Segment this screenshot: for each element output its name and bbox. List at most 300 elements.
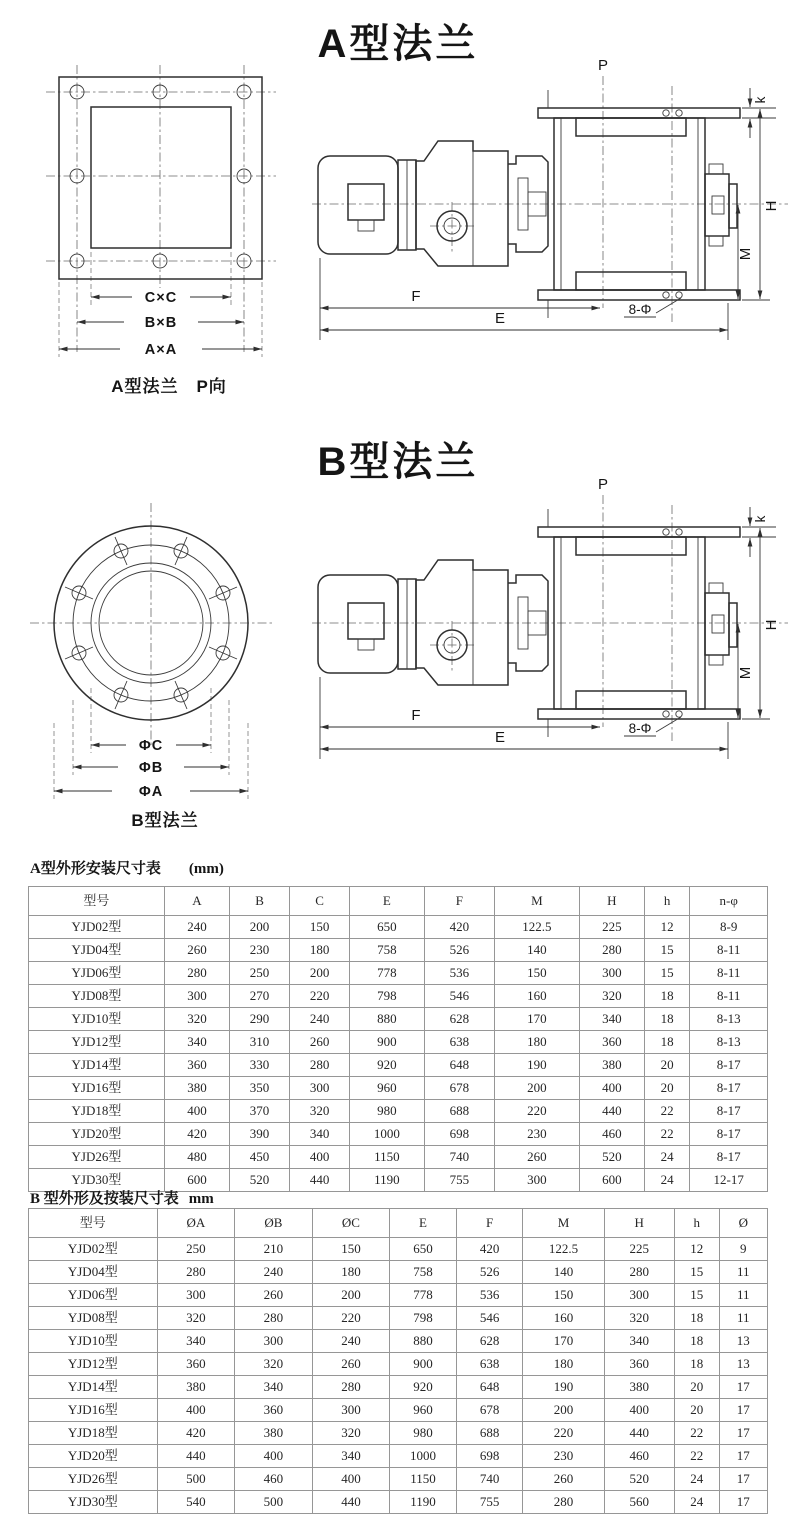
- table-cell: 220: [523, 1422, 604, 1445]
- table-cell: YJD18型: [29, 1100, 165, 1123]
- table-cell: YJD16型: [29, 1077, 165, 1100]
- table-cell: 17: [719, 1422, 767, 1445]
- table-cell: 980: [390, 1422, 457, 1445]
- column-header: M: [523, 1209, 604, 1238]
- table-cell: 300: [579, 962, 644, 985]
- table-cell: 320: [157, 1307, 235, 1330]
- table-cell: 230: [494, 1123, 579, 1146]
- table-cell: YJD18型: [29, 1422, 158, 1445]
- dim-label-h: H: [763, 619, 780, 631]
- motor: [318, 575, 416, 673]
- b-side-view-drawing: [310, 475, 794, 775]
- table-cell: 798: [390, 1307, 457, 1330]
- table-cell: 480: [164, 1146, 229, 1169]
- table-cell: 320: [164, 1008, 229, 1031]
- table-cell: 17: [719, 1376, 767, 1399]
- column-header: Ø: [719, 1209, 767, 1238]
- table-cell: 22: [674, 1422, 719, 1445]
- table-cell: 20: [674, 1376, 719, 1399]
- dim-label-phic: ΦC: [138, 738, 164, 754]
- table-cell: 20: [644, 1054, 689, 1077]
- table-cell: 200: [290, 962, 350, 985]
- table-cell: YJD12型: [29, 1353, 158, 1376]
- dim-label-axa: A×A: [144, 342, 178, 358]
- table-cell: 600: [164, 1169, 229, 1192]
- table-cell: 880: [390, 1330, 457, 1353]
- side-dimensions: [320, 57, 780, 340]
- table-cell: 250: [157, 1238, 235, 1261]
- table-cell: 200: [312, 1284, 390, 1307]
- table-row: [29, 1284, 768, 1307]
- table-row: [29, 1238, 768, 1261]
- dim-label-k: k: [753, 515, 768, 523]
- table-cell: YJD10型: [29, 1008, 165, 1031]
- table-cell: 8-13: [690, 1031, 768, 1054]
- table-a-unit: (mm): [188, 861, 224, 877]
- table-cell: 520: [579, 1146, 644, 1169]
- table-cell: 18: [674, 1307, 719, 1330]
- table-cell: 17: [719, 1445, 767, 1468]
- table-cell: 536: [456, 1284, 523, 1307]
- table-cell: 24: [674, 1468, 719, 1491]
- table-cell: 280: [523, 1491, 604, 1514]
- table-cell: 500: [235, 1491, 313, 1514]
- header-row: [29, 1209, 768, 1238]
- table-cell: 380: [604, 1376, 674, 1399]
- table-row: [29, 1307, 768, 1330]
- table-cell: 200: [494, 1077, 579, 1100]
- table-cell: 220: [494, 1100, 579, 1123]
- table-b-title-text: B 型外形及按装尺寸表: [30, 1191, 179, 1207]
- table-cell: YJD30型: [29, 1169, 165, 1192]
- table-cell: 230: [523, 1445, 604, 1468]
- table-cell: 1190: [390, 1491, 457, 1514]
- table-cell: 650: [390, 1238, 457, 1261]
- a-side-view-drawing: [310, 56, 794, 356]
- table-cell: 526: [456, 1261, 523, 1284]
- table-cell: 18: [644, 985, 689, 1008]
- table-cell: 300: [157, 1284, 235, 1307]
- table-row: [29, 916, 768, 939]
- table-cell: 400: [164, 1100, 229, 1123]
- table-cell: YJD14型: [29, 1376, 158, 1399]
- table-cell: 1000: [390, 1445, 457, 1468]
- table-cell: 638: [424, 1031, 494, 1054]
- table-cell: 340: [157, 1330, 235, 1353]
- gearbox: [416, 141, 508, 266]
- a-flange-front-drawing: [28, 60, 310, 360]
- table-cell: 740: [424, 1146, 494, 1169]
- dim-label-e: E: [494, 310, 506, 327]
- table-cell: 628: [456, 1330, 523, 1353]
- table-cell: 8-11: [690, 939, 768, 962]
- table-cell: 18: [644, 1008, 689, 1031]
- table-cell: 150: [312, 1238, 390, 1261]
- table-cell: 698: [456, 1445, 523, 1468]
- table-cell: 440: [579, 1100, 644, 1123]
- table-cell: 22: [674, 1445, 719, 1468]
- table-cell: 778: [390, 1284, 457, 1307]
- table-cell: 340: [290, 1123, 350, 1146]
- table-cell: 546: [456, 1307, 523, 1330]
- table-cell: YJD06型: [29, 1284, 158, 1307]
- table-cell: 520: [230, 1169, 290, 1192]
- table-cell: 400: [579, 1077, 644, 1100]
- dim-label-p: P: [597, 476, 609, 493]
- table-cell: 360: [157, 1353, 235, 1376]
- table-cell: 225: [579, 916, 644, 939]
- section-a-title: A型法兰: [317, 22, 479, 66]
- table-cell: 220: [290, 985, 350, 1008]
- b-dimension-table: [28, 1208, 768, 1514]
- table-cell: 20: [674, 1399, 719, 1422]
- table-cell: 17: [719, 1491, 767, 1514]
- table-cell: 200: [523, 1399, 604, 1422]
- table-row: [29, 1399, 768, 1422]
- table-cell: 698: [424, 1123, 494, 1146]
- table-cell: 526: [424, 939, 494, 962]
- table-cell: 17: [719, 1399, 767, 1422]
- table-cell: 200: [230, 916, 290, 939]
- table-cell: 920: [350, 1054, 425, 1077]
- table-cell: 320: [235, 1353, 313, 1376]
- table-cell: 170: [523, 1330, 604, 1353]
- table-cell: 11: [719, 1261, 767, 1284]
- column-header: F: [424, 887, 494, 916]
- table-cell: 240: [312, 1330, 390, 1353]
- table-cell: 11: [719, 1307, 767, 1330]
- table-cell: 370: [230, 1100, 290, 1123]
- table-cell: 225: [604, 1238, 674, 1261]
- table-cell: 8-11: [690, 985, 768, 1008]
- table-cell: 300: [604, 1284, 674, 1307]
- gearbox: [416, 560, 508, 685]
- table-cell: 140: [523, 1261, 604, 1284]
- table-cell: 400: [157, 1399, 235, 1422]
- dim-label-bolts: 8-Φ: [628, 302, 652, 317]
- table-cell: YJD12型: [29, 1031, 165, 1054]
- table-cell: 310: [230, 1031, 290, 1054]
- table-row: [29, 939, 768, 962]
- table-cell: 880: [350, 1008, 425, 1031]
- table-row: [29, 1008, 768, 1031]
- table-row: [29, 985, 768, 1008]
- table-cell: 650: [350, 916, 425, 939]
- b-flange-front-drawing: [20, 495, 310, 805]
- table-cell: 740: [456, 1468, 523, 1491]
- table-cell: 150: [523, 1284, 604, 1307]
- table-cell: 420: [424, 916, 494, 939]
- table-cell: 420: [456, 1238, 523, 1261]
- table-cell: YJD14型: [29, 1054, 165, 1077]
- table-cell: 210: [235, 1238, 313, 1261]
- table-cell: 280: [290, 1054, 350, 1077]
- table-cell: 340: [604, 1330, 674, 1353]
- table-cell: YJD08型: [29, 985, 165, 1008]
- section-b-title: B型法兰: [317, 440, 479, 484]
- flange-plate-outline: [59, 77, 262, 279]
- table-cell: 330: [230, 1054, 290, 1077]
- table-cell: 400: [604, 1399, 674, 1422]
- table-row: [29, 1031, 768, 1054]
- table-cell: 600: [579, 1169, 644, 1192]
- table-cell: 8-13: [690, 1008, 768, 1031]
- table-cell: 280: [579, 939, 644, 962]
- a-flange-caption: A型法兰 P向: [111, 377, 227, 396]
- table-cell: 250: [230, 962, 290, 985]
- table-cell: 678: [424, 1077, 494, 1100]
- column-header: h: [674, 1209, 719, 1238]
- table-cell: 170: [494, 1008, 579, 1031]
- table-cell: 140: [494, 939, 579, 962]
- table-cell: 1000: [350, 1123, 425, 1146]
- table-row: [29, 1491, 768, 1514]
- a-dimension-table: [28, 886, 768, 1192]
- table-cell: YJD10型: [29, 1330, 158, 1353]
- table-cell: 24: [644, 1146, 689, 1169]
- table-cell: 778: [350, 962, 425, 985]
- table-cell: 8-17: [690, 1100, 768, 1123]
- table-cell: 546: [424, 985, 494, 1008]
- table-cell: 300: [494, 1169, 579, 1192]
- table-cell: 440: [604, 1422, 674, 1445]
- table-cell: 20: [644, 1077, 689, 1100]
- table-cell: 15: [644, 962, 689, 985]
- table-cell: 300: [235, 1330, 313, 1353]
- table-cell: 15: [644, 939, 689, 962]
- table-cell: 230: [230, 939, 290, 962]
- table-cell: 648: [456, 1376, 523, 1399]
- table-cell: 755: [456, 1491, 523, 1514]
- table-cell: 22: [644, 1123, 689, 1146]
- table-cell: 270: [230, 985, 290, 1008]
- table-cell: 440: [312, 1491, 390, 1514]
- table-row: [29, 1261, 768, 1284]
- table-cell: 13: [719, 1353, 767, 1376]
- table-cell: 460: [604, 1445, 674, 1468]
- table-b-unit: mm: [188, 1191, 214, 1207]
- table-cell: 8-9: [690, 916, 768, 939]
- table-cell: 18: [674, 1330, 719, 1353]
- table-cell: YJD02型: [29, 916, 165, 939]
- table-cell: 920: [390, 1376, 457, 1399]
- table-cell: 560: [604, 1491, 674, 1514]
- table-cell: 688: [456, 1422, 523, 1445]
- table-cell: 8-17: [690, 1123, 768, 1146]
- table-cell: 18: [644, 1031, 689, 1054]
- table-cell: YJD26型: [29, 1468, 158, 1491]
- table-cell: 540: [157, 1491, 235, 1514]
- table-cell: 280: [157, 1261, 235, 1284]
- column-header: 型号: [29, 887, 165, 916]
- dim-label-e: E: [494, 729, 506, 746]
- table-cell: 420: [164, 1123, 229, 1146]
- table-cell: 360: [579, 1031, 644, 1054]
- table-row: [29, 1353, 768, 1376]
- table-cell: YJD06型: [29, 962, 165, 985]
- bolt-holes: [70, 85, 251, 268]
- dim-label-f: F: [411, 707, 421, 724]
- table-a-title-text: A型外形安装尺寸表: [30, 861, 161, 877]
- table-cell: YJD26型: [29, 1146, 165, 1169]
- table-cell: 320: [290, 1100, 350, 1123]
- table-cell: 688: [424, 1100, 494, 1123]
- dim-label-bolts: 8-Φ: [628, 721, 652, 736]
- table-cell: 440: [157, 1445, 235, 1468]
- table-cell: 15: [674, 1284, 719, 1307]
- dim-label-phia: ΦA: [138, 784, 164, 800]
- table-row: [29, 1123, 768, 1146]
- column-header: ØB: [235, 1209, 313, 1238]
- table-cell: YJD04型: [29, 1261, 158, 1284]
- column-header: C: [290, 887, 350, 916]
- table-cell: 460: [579, 1123, 644, 1146]
- table-cell: 400: [235, 1445, 313, 1468]
- table-cell: 11: [719, 1284, 767, 1307]
- column-header: ØC: [312, 1209, 390, 1238]
- table-cell: 290: [230, 1008, 290, 1031]
- column-header: ØA: [157, 1209, 235, 1238]
- table-b-title: [30, 1187, 214, 1208]
- table-cell: 220: [312, 1307, 390, 1330]
- table-cell: 340: [235, 1376, 313, 1399]
- table-cell: 190: [523, 1376, 604, 1399]
- table-row: [29, 1422, 768, 1445]
- table-cell: 900: [350, 1031, 425, 1054]
- table-cell: 678: [456, 1399, 523, 1422]
- table-cell: YJD02型: [29, 1238, 158, 1261]
- table-cell: 17: [719, 1468, 767, 1491]
- table-cell: 450: [230, 1146, 290, 1169]
- table-cell: 340: [312, 1445, 390, 1468]
- dim-label-p: P: [597, 57, 609, 74]
- table-cell: 13: [719, 1330, 767, 1353]
- table-cell: 260: [235, 1284, 313, 1307]
- table-row: [29, 1077, 768, 1100]
- shaft-bearing: [705, 164, 737, 246]
- table-cell: YJD30型: [29, 1491, 158, 1514]
- table-cell: 150: [290, 916, 350, 939]
- table-cell: 240: [290, 1008, 350, 1031]
- dim-label-m: M: [737, 666, 754, 680]
- table-cell: 180: [312, 1261, 390, 1284]
- flange-centerlines: [46, 65, 276, 357]
- table-cell: 280: [312, 1376, 390, 1399]
- table-cell: YJD04型: [29, 939, 165, 962]
- table-cell: 420: [157, 1422, 235, 1445]
- table-cell: 12: [674, 1238, 719, 1261]
- table-a-title: [30, 857, 224, 878]
- b-flange-caption: B型法兰: [131, 811, 199, 830]
- column-header: B: [230, 887, 290, 916]
- table-cell: 180: [494, 1031, 579, 1054]
- table-cell: 300: [290, 1077, 350, 1100]
- table-cell: 350: [230, 1077, 290, 1100]
- table-cell: 900: [390, 1353, 457, 1376]
- table-cell: 300: [312, 1399, 390, 1422]
- table-cell: 8-11: [690, 962, 768, 985]
- table-cell: 380: [579, 1054, 644, 1077]
- table-cell: 12: [644, 916, 689, 939]
- table-cell: 300: [164, 985, 229, 1008]
- table-cell: 1150: [350, 1146, 425, 1169]
- table-cell: 240: [235, 1261, 313, 1284]
- table-cell: 360: [604, 1353, 674, 1376]
- table-cell: 320: [604, 1307, 674, 1330]
- table-row: [29, 1100, 768, 1123]
- table-cell: YJD08型: [29, 1307, 158, 1330]
- table-cell: 160: [523, 1307, 604, 1330]
- table-cell: 8-17: [690, 1077, 768, 1100]
- table-cell: 190: [494, 1054, 579, 1077]
- table-cell: 380: [235, 1422, 313, 1445]
- front-dimensions: [54, 738, 248, 800]
- table-cell: 400: [312, 1468, 390, 1491]
- column-header: H: [604, 1209, 674, 1238]
- table-cell: 260: [494, 1146, 579, 1169]
- table-cell: 755: [424, 1169, 494, 1192]
- table-cell: 536: [424, 962, 494, 985]
- table-cell: 460: [235, 1468, 313, 1491]
- table-cell: 18: [674, 1353, 719, 1376]
- table-cell: 340: [164, 1031, 229, 1054]
- dim-label-h: H: [763, 200, 780, 212]
- column-header: M: [494, 887, 579, 916]
- table-row: [29, 1146, 768, 1169]
- table-cell: 1150: [390, 1468, 457, 1491]
- table-cell: 648: [424, 1054, 494, 1077]
- table-cell: 340: [579, 1008, 644, 1031]
- table-cell: 1190: [350, 1169, 425, 1192]
- table-cell: 9: [719, 1238, 767, 1261]
- table-cell: 520: [604, 1468, 674, 1491]
- dim-label-bxb: B×B: [144, 315, 178, 331]
- column-header: h: [644, 887, 689, 916]
- dim-label-k: k: [753, 96, 768, 104]
- table-row: [29, 1376, 768, 1399]
- table-cell: 400: [290, 1146, 350, 1169]
- side-dimensions: [320, 476, 780, 759]
- front-dimensions: [59, 290, 262, 358]
- column-header: F: [456, 1209, 523, 1238]
- table-cell: 122.5: [494, 916, 579, 939]
- table-row: [29, 1445, 768, 1468]
- table-cell: 260: [290, 1031, 350, 1054]
- column-header: n-φ: [690, 887, 768, 916]
- table-cell: YJD16型: [29, 1399, 158, 1422]
- shaft-bearing: [705, 583, 737, 665]
- column-header: H: [579, 887, 644, 916]
- table-cell: 390: [230, 1123, 290, 1146]
- table-cell: 380: [157, 1376, 235, 1399]
- table-row: [29, 1330, 768, 1353]
- table-cell: 960: [390, 1399, 457, 1422]
- table-cell: 122.5: [523, 1238, 604, 1261]
- table-cell: YJD20型: [29, 1445, 158, 1468]
- table-row: [29, 962, 768, 985]
- column-header: 型号: [29, 1209, 158, 1238]
- dim-label-phib: ΦB: [138, 760, 164, 776]
- table-cell: 360: [235, 1399, 313, 1422]
- table-cell: 980: [350, 1100, 425, 1123]
- table-cell: 8-17: [690, 1054, 768, 1077]
- dim-label-cxc: C×C: [144, 290, 178, 306]
- table-cell: 24: [644, 1169, 689, 1192]
- motor: [318, 156, 416, 254]
- header-row: [29, 887, 768, 916]
- table-cell: 638: [456, 1353, 523, 1376]
- table-row: [29, 1468, 768, 1491]
